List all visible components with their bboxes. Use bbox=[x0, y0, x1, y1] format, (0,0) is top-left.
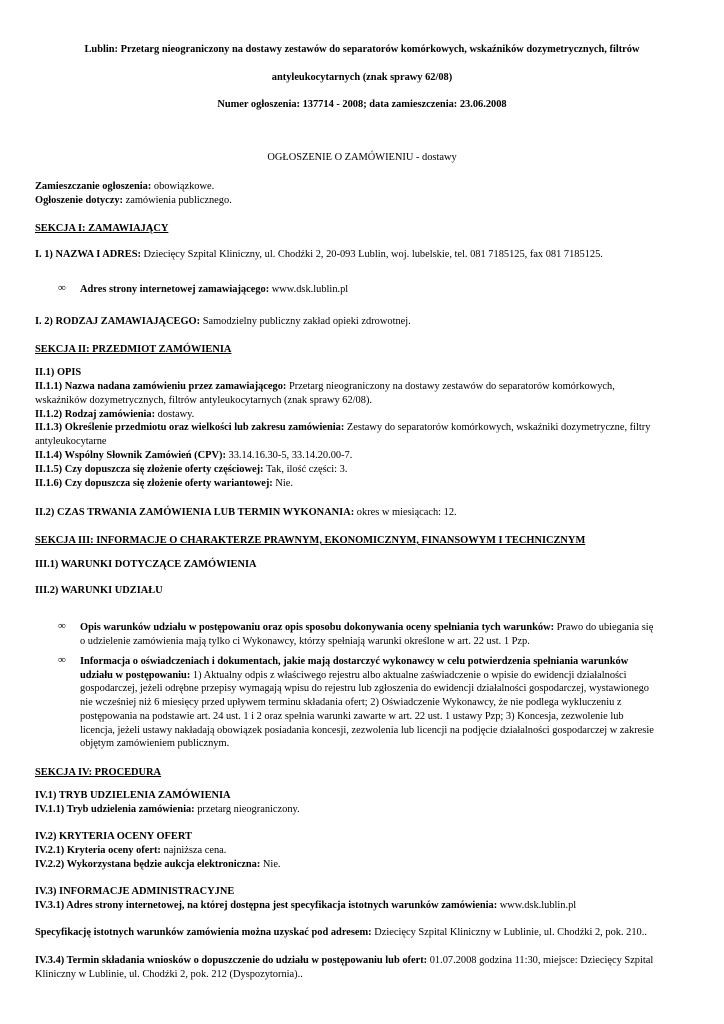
bullet-icon: ∞ bbox=[58, 620, 66, 632]
concerns-line: Ogłoszenie dotyczy: zamówienia publicznego. bbox=[35, 195, 232, 206]
contract-scope-line: II.1.3) Określenie przedmiotu oraz wielkości lub zakresu zamówienia: Zestawy do separatorów komórkowych, wskaźniki dozymetryczne, filtry bbox=[35, 422, 651, 433]
variant-offer-line: II.1.6) Czy dopuszcza się złożenie oferty wariantowej: Nie. bbox=[35, 478, 293, 489]
documents-info-line2: udziału w postępowaniu: 1) Aktualny odpis z właściwego rejestru albo aktualne zaświadczenie o wpisie do ewidencji działalności bbox=[80, 670, 627, 681]
opis-heading: II.1) OPIS bbox=[35, 367, 82, 378]
section-2-heading: SEKCJA II: PRZEDMIOT ZAMÓWIENIA bbox=[35, 344, 232, 355]
procedure-type-line: IV.1.1) Tryb udzielenia zamówienia: przetarg nieograniczony. bbox=[35, 804, 300, 815]
documents-info-line7: objętym zamówieniem publicznym. bbox=[80, 738, 230, 749]
documents-info-line1: Informacja o oświadczeniach i dokumentach, jakie mają dostarczyć wykonawcy w celu potwierdzenia spełniania warunków bbox=[80, 656, 629, 667]
notice-type: OGŁOSZENIE O ZAMÓWIENIU - dostawy bbox=[267, 152, 457, 163]
participation-heading: III.2) WARUNKI UDZIAŁU bbox=[35, 585, 163, 596]
spec-website-link[interactable]: www.dsk.lublin.pl bbox=[497, 900, 577, 911]
participation-conditions-cont: o udzielenie zamówienia mają tylko ci Wykonawcy, którzy spełniają warunki określone w art. 22 ust. 1 Pzp. bbox=[80, 636, 530, 647]
authority-type-line: I. 2) RODZAJ ZAMAWIAJĄCEGO: Samodzielny publiczny zakład opieki zdrowotnej. bbox=[35, 316, 411, 327]
contract-scope-cont: antyleukocytarne bbox=[35, 436, 107, 447]
section-1-heading: SEKCJA I: ZAMAWIAJĄCY bbox=[35, 223, 169, 234]
documents-info-line3: gospodarczej, jeżeli odrębne przepisy wymagają wpisu do rejestru lub zgłoszenia do ewidencji działalności gospodarczej, wystawionego bbox=[80, 683, 649, 694]
section-3-heading: SEKCJA III: INFORMACJE O CHARAKTERZE PRAWNYM, EKONOMICZNYM, FINANSOWYM I TECHNICZNYM bbox=[35, 535, 586, 546]
contract-name-cont: wskaźników dozymetrycznych, filtrów antyleukocytarnych (znak sprawy 62/08). bbox=[35, 395, 373, 406]
bullet-icon: ∞ bbox=[58, 654, 66, 666]
notice-number-line: Numer ogłoszenia: 137714 - 2008; data zamieszczenia: 23.06.2008 bbox=[217, 99, 507, 110]
section-4-heading: SEKCJA IV: PROCEDURA bbox=[35, 767, 162, 778]
criteria-line: IV.2.1) Kryteria oceny ofert: najniższa cena. bbox=[35, 845, 227, 856]
spec-website-line: IV.3.1) Adres strony internetowej, na której dostępna jest specyfikacja istotnych warunków zamówienia: www.dsk.lublin.pl bbox=[35, 900, 577, 911]
admin-info-heading: IV.3) INFORMACJE ADMINISTRACYJNE bbox=[35, 886, 235, 897]
documents-info-line4: nie wcześniej niż 6 miesięcy przed upływem terminu składania ofert; 2) Oświadczenie Wykonawcy, że nie podlega wykluczeniu z bbox=[80, 697, 622, 708]
authority-website-line: Adres strony internetowej zamawiającego: www.dsk.lublin.pl bbox=[80, 284, 349, 295]
participation-conditions-line: Opis warunków udziału w postępowaniu oraz opis sposobu dokonywania oceny spełniania tych warunków: Prawo do ubiegania się bbox=[80, 622, 654, 633]
contract-kind-line: II.1.2) Rodzaj zamówienia: dostawy. bbox=[35, 409, 195, 420]
notice-title-line2: antyleukocytarnych (znak sprawy 62/08) bbox=[271, 72, 453, 83]
notice-title-line1: Lublin: Przetarg nieograniczony na dostawy zestawów do separatorów komórkowych, wskaźników dozymetrycznych, filtrów bbox=[84, 44, 640, 55]
placement-line: Zamieszczanie ogłoszenia: obowiązkowe. bbox=[35, 181, 215, 192]
criteria-heading: IV.2) KRYTERIA OCENY OFERT bbox=[35, 831, 192, 842]
authority-website-link[interactable]: www.dsk.lublin.pl bbox=[269, 284, 349, 295]
partial-offer-line: II.1.5) Czy dopuszcza się złożenie oferty częściowej: Tak, ilość części: 3. bbox=[35, 464, 348, 475]
documents-info-line5: postępowania na podstawie art. 24 ust. 1 i 2 oraz spełnia warunki zawarte w art. 22 ust. 1 ustawy Pzp; 3) Koncesja, zezwolenie lub bbox=[80, 711, 624, 722]
contracting-authority-name: I. 1) NAZWA I ADRES: Dziecięcy Szpital Kliniczny, ul. Chodźki 2, 20-093 Lublin, woj. lubelskie, tel. 081 7185125, fax 081 7185125. bbox=[35, 249, 603, 260]
procedure-heading: IV.1) TRYB UDZIELENIA ZAMÓWIENIA bbox=[35, 790, 231, 801]
conditions-heading: III.1) WARUNKI DOTYCZĄCE ZAMÓWIENIA bbox=[35, 559, 257, 570]
deadline-line: IV.3.4) Termin składania wniosków o dopuszczenie do udziału w postępowaniu lub ofert: 01.07.2008 godzina 11:30, miejsce: Dziecięcy Szpital bbox=[35, 955, 654, 966]
bullet-icon: ∞ bbox=[58, 282, 66, 294]
cpv-line: II.1.4) Wspólny Słownik Zamówień (CPV): 33.14.16.30-5, 33.14.20.00-7. bbox=[35, 450, 353, 461]
eauction-line: IV.2.2) Wykorzystana będzie aukcja elektroniczna: Nie. bbox=[35, 859, 281, 870]
contract-name-line: II.1.1) Nazwa nadana zamówieniu przez zamawiającego: Przetarg nieograniczony na dostawy zestawów do separatorów komórkowych, bbox=[35, 381, 615, 392]
documents-info-line6: licencja, jeżeli ustawy nakładają obowiązek posiadania koncesji, zezwolenia lub licencji na podjęcie działalności gospodarczej w zakresie bbox=[80, 725, 654, 736]
duration-line: II.2) CZAS TRWANIA ZAMÓWIENIA LUB TERMIN WYKONANIA: okres w miesiącach: 12. bbox=[35, 507, 457, 518]
spec-address-line: Specyfikację istotnych warunków zamówienia można uzyskać pod adresem: Dziecięcy Szpital Kliniczny w Lublinie, ul. Chodźki 2, pok. 210.. bbox=[35, 927, 647, 938]
deadline-cont: Kliniczny w Lublinie, ul. Chodźki 2, pok. 212 (Dyspozytornia).. bbox=[35, 969, 303, 980]
